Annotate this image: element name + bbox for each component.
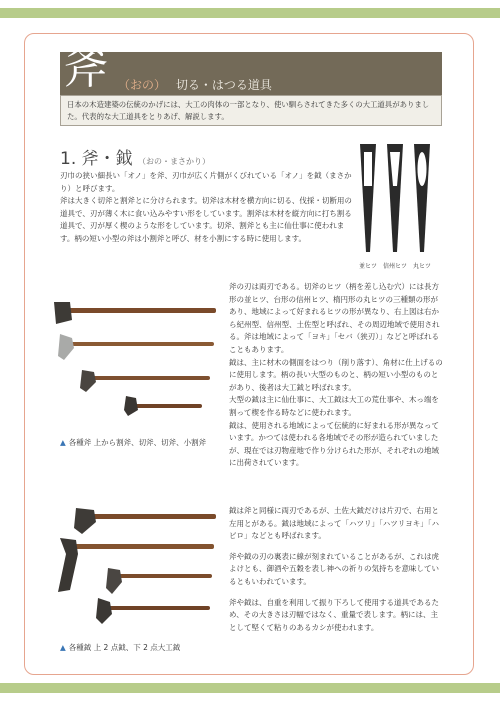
triangle-icon: ▲ — [60, 643, 66, 652]
hitsu-label: 丸ヒツ — [412, 263, 432, 270]
paragraph: 斧の刃は両刃である。切斧のヒツ（柄を差し込む穴）には長方形の並ヒツ、台形の信州ヒツ、楕円形の丸ヒツの三種類の形があり、地域によって好まれるヒツの形が異なり、右上図は右から紀州型、信州型、土佐型と呼ばれ、その周辺地域で使用される。斧は地域によって「ヨキ」「セバ（狭刃）」などと呼ばれることもあります。 — [229, 282, 440, 354]
axe-kowarione — [124, 396, 202, 416]
paragraph: 大型の鉞は主に仙仕事に、大工鉞は大工の荒仕事や、木っ端を割って楔を作る時などに使われます。 — [229, 395, 439, 417]
hitsu-label: 信州ヒツ — [382, 263, 408, 270]
header-title: 切る・はつる道具 — [175, 78, 272, 92]
section-reading: （おの・まさかり） — [138, 157, 211, 166]
header-kanji: 斧 — [64, 43, 108, 94]
triangle-icon: ▲ — [60, 438, 66, 447]
header-subtitle — [118, 76, 272, 93]
paragraph: 鉞は斧と同様に両刃であるが、土佐大鉞だけは片刃で、右用と左用とがある。鉞は地域によって「ハツリ」「ハツリヨキ」「ハビロ」などとも呼ばれます。 — [229, 506, 439, 541]
axes-photo — [46, 290, 218, 426]
intro-paragraphs — [60, 170, 352, 245]
intro-box: 日本の木造建築の伝統のかげには、大工の肉体の一部となり、使い馴らされてきた多くの大工道具がありました。代表的な大工道具をとりあげ、解説します。 — [60, 95, 442, 126]
daiku-masakari-1 — [106, 568, 212, 594]
section-number-title: 1. 斧・鉞 — [60, 149, 133, 169]
masakari-text-column — [229, 505, 445, 642]
header-reading: （おの） — [118, 78, 167, 92]
paragraph: 鉞は、主に材木の側面をはつり（削り落す）、角材に仕上げるのに使用します。柄の長い大型のものと、柄の短い小型のものとがあり、後者は大工鉞と呼ばれます。 — [229, 357, 443, 392]
section-title — [60, 144, 210, 169]
daiku-masakari-2 — [96, 598, 210, 624]
axe-kirione-2 — [80, 370, 210, 392]
hitsu-shinshu — [387, 144, 403, 252]
paragraph: 鉞は、使用される地域によって伝統的に好まれる形が異なっています。かつては使われる各地域でその形が造られていましたが、現在では刃物産地で作り分けられた形が、それぞれの地域に出荷されています。 — [229, 420, 439, 468]
paragraph: 刃巾の狭い細長い「オノ」を斧、刃巾が広く片側がくびれている「オノ」を鉞（まさかり）と呼びます。 — [60, 171, 352, 193]
hitsu-label: 並ヒツ — [358, 263, 378, 270]
photo1-caption — [60, 437, 206, 448]
hitsu-maru — [414, 144, 430, 252]
photo1-caption-text: 各種斧 上から割斧、切斧、切斧、小割斧 — [68, 438, 207, 447]
paragraph: 斧や鉞の刃の裏表に線が刻まれていることがあるが、これは虎よけとも、御酒や五穀を表し神への祈りの気持ちを意味しているともいわれています。 — [229, 551, 439, 586]
axe-warione — [54, 302, 216, 324]
masakari-1 — [74, 508, 216, 534]
hitsu-text-column — [229, 281, 445, 470]
bottom-band — [0, 683, 500, 693]
paragraph: 斧は大きく切斧と割斧とに分けられます。切斧は木材を横方向に切る、伐採・切断用の道具で、刃が薄く木に食い込みやすい形をしています。割斧は木材を縦方向に打ち割る道具で、刃が厚く楔のような形をしています。切斧、割斧とも主に仙仕事に使われます。柄の短い小型の斧は小割斧と呼び、材を小割にする時に使用します。 — [60, 196, 352, 243]
hitsu-nami — [360, 144, 376, 252]
paragraph: 斧や鉞は、自重を利用して振り下ろして使用する道具であるため、その大きさは刃幅ではなく、重量で表します。柄には、主として堅くて粘りのあるカシが使われます。 — [229, 597, 439, 632]
masakari-photo — [46, 498, 218, 634]
hitsu-diagram — [356, 140, 436, 272]
masakari-2 — [58, 538, 214, 592]
axe-kirione-1 — [58, 334, 214, 360]
photo2-caption-text: 各種鉞 上 2 点鉞、下 2 点大工鉞 — [68, 643, 181, 652]
top-band — [0, 8, 500, 18]
photo2-caption — [60, 642, 180, 653]
